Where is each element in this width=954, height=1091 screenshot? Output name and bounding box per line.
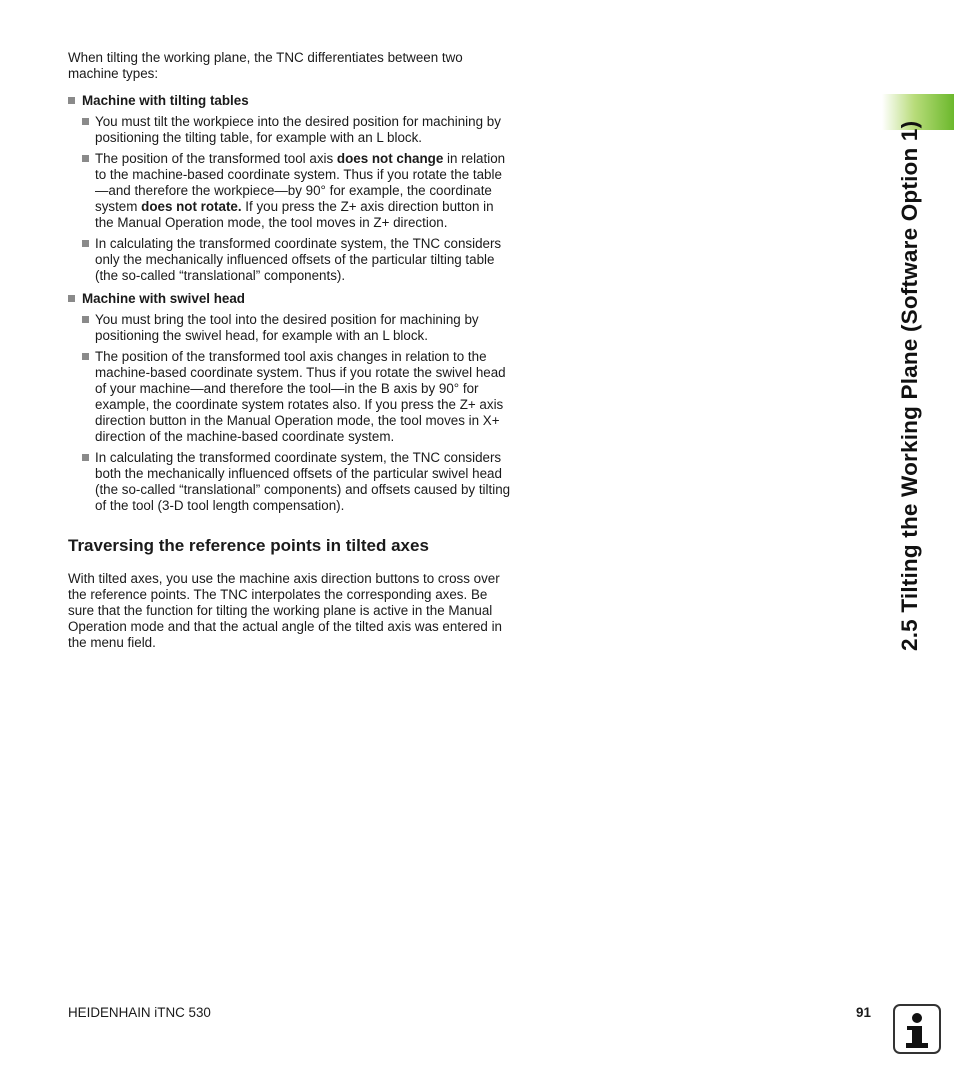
square-bullet-icon (82, 454, 89, 461)
emphasis-text: does not change (336, 151, 444, 166)
square-bullet-icon (82, 353, 89, 360)
list-item-text: in relation to the machine-based coordinate system. Thus if you rotate the table—and therefore the workpiece—by 90° for example, the coordinate system (95, 151, 506, 214)
square-bullet-icon (82, 155, 89, 162)
list-item (68, 236, 512, 284)
main-content (68, 50, 512, 651)
info-icon (893, 1004, 941, 1054)
section-heading-text: Machine with swivel head (82, 291, 245, 306)
square-bullet-icon (68, 97, 75, 104)
emphasis-text: does not rotate. (141, 199, 242, 214)
list-item (68, 349, 512, 445)
section-heading-tilting-tables (68, 93, 512, 109)
list-item (68, 312, 512, 344)
list-item-text: The position of the transformed tool axis changes in relation to the machine-based coordinate system. Thus if you rotate the swivel head of your machine—and therefore the tool—in the B axis by 90° for example, the coordinate system rotates also. If you press the Z+ axis direction button in the Manual Operation mode, the tool moves in X+ direction of the machine-based coordinate system. (95, 349, 506, 444)
subheading: Traversing the reference points in tilted axes (68, 536, 429, 555)
body-paragraph: With tilted axes, you use the machine axis direction buttons to cross over the reference points. The TNC interpolates the corresponding axes. Be sure that the function for tilting the working plane is active in the Manual Operation mode and that the actual angle of the tilted axis was entered in the menu field. (68, 571, 502, 650)
list-item-text: You must bring the tool into the desired position for machining by positioning the swivel head, for example with an L block. (95, 312, 479, 343)
list-item-text: The position of the transformed tool axis (95, 151, 337, 166)
intro-paragraph: When tilting the working plane, the TNC differentiates between two machine types: (68, 50, 463, 81)
section-heading-text: Machine with tilting tables (82, 93, 249, 108)
section-heading-swivel-head (68, 291, 512, 307)
square-bullet-icon (68, 295, 75, 302)
list-item-text: In calculating the transformed coordinate system, the TNC considers only the mechanically influenced offsets of the particular tilting table (the so-called “translational” components). (95, 236, 502, 283)
square-bullet-icon (82, 240, 89, 247)
list-item (68, 151, 512, 231)
list-item-text: You must tilt the workpiece into the desired position for machining by positioning the tilting table, for example with an L block. (95, 114, 501, 145)
footer-product-name: HEIDENHAIN iTNC 530 (68, 1005, 211, 1020)
list-item (68, 114, 512, 146)
list-item (68, 450, 512, 514)
page-number: 91 (856, 1005, 871, 1020)
list-item-text: If you press the Z+ axis direction button in the Manual Operation mode, the tool moves in Z+ direction. (95, 199, 494, 230)
list-item-text: In calculating the transformed coordinate system, the TNC considers both the mechanically influenced offsets of the particular swivel head (the so-called “translational” components) and offsets caused by tilting of the tool (3-D tool length compensation). (95, 450, 511, 513)
chapter-sidebar-title: 2.5 Tilting the Working Plane (Software Option 1) (897, 120, 922, 651)
square-bullet-icon (82, 118, 89, 125)
square-bullet-icon (82, 316, 89, 323)
